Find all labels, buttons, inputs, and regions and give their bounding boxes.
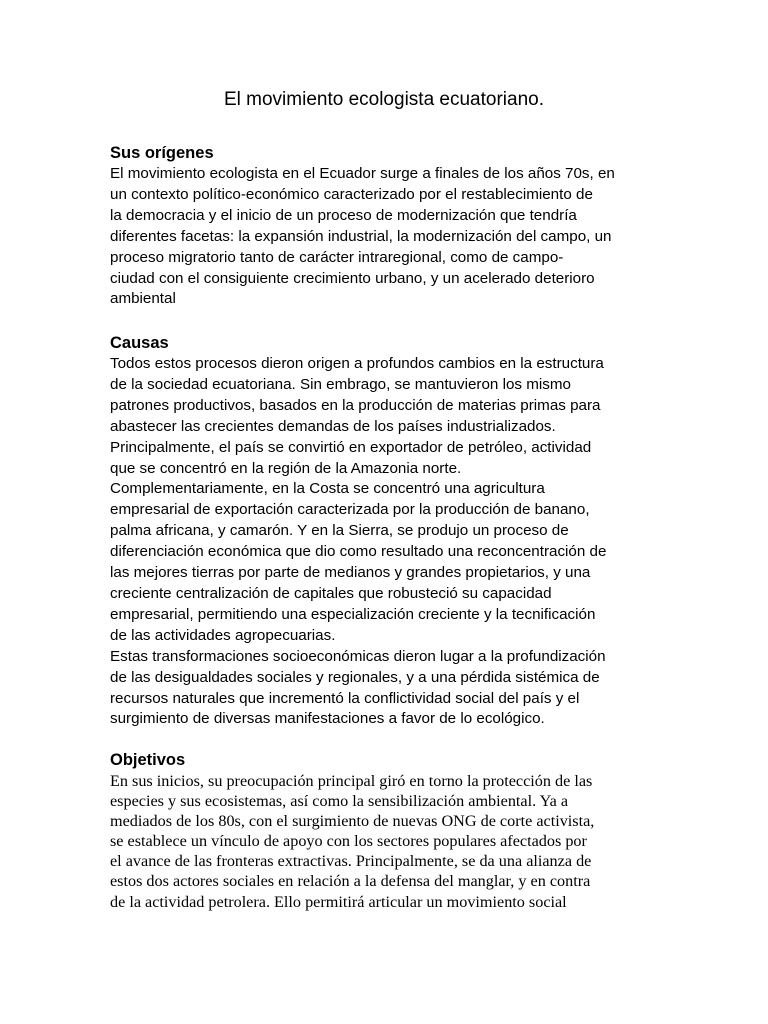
section-paragraph: Todos estos procesos dieron origen a profundos cambios en la estructura de la sociedad ecuatoriana. Sin embrago, se mantuvieron los mismo patrones productivos, basados en la producción de materias primas para abastecer las crecientes demandas de los países industrializados. Principalmente, el país se convirtió en exportador de petróleo, actividad que se concentró en la región de la Amazonia norte. Complementariamente, en la Costa se concentró una agricultura empresarial de exportación caracterizada por la producción de banano, palma africana, y camarón. Y en la Sierra, se produjo un proceso de diferenciación económica que dio como resultado una reconcentración de las mejores tierras por parte de medianos y grandes propietarios, y una creciente centralización de capitales que robusteció su capacidad empresarial, permitiendo una especialización creciente y la tecnificación de las actividades agropecuarias. [110, 355, 607, 644]
section-heading: Sus orígenes [110, 144, 214, 162]
section-paragraph: Estas transformaciones socioeconómicas dieron lugar a la profundización de las desigualdades sociales y regionales, y a una pérdida sistémica de recursos naturales que incrementó la conflictividad social del país y el surgimiento de diversas manifestaciones a favor de lo ecológico. [110, 647, 606, 728]
section-paragraph: En sus inicios, su preocupación principal giró en torno la protección de las especies y sus ecosistemas, así como la sensibilización ambiental. Ya a mediados de los 80s, con el surgimiento de nuevas ONG de corte activista, se establece un vínculo de apoyo con los sectores populares afectados por el avance de las fronteras extractivas. Principalmente, se da una alianza de estos dos actores sociales en relación a la defensa del manglar, y en contra de la actividad petrolera. Ello permitirá articular un movimiento social [110, 772, 595, 911]
section-objectives [110, 749, 662, 912]
section-heading: Causas [110, 334, 169, 352]
section-origins [110, 142, 662, 310]
section-paragraph: El movimiento ecologista en el Ecuador surge a finales de los años 70s, en un contexto político-económico caracterizado por el restablecimiento de la democracia y el inicio de un proceso de modernización que tendría diferentes facetas: la expansión industrial, la modernización del campo, un proceso migratorio tanto de carácter intraregional, como de campo- ciudad con el consiguiente crecimiento urbano, y un acelerado deterioro ambiental [110, 165, 615, 308]
section-heading: Objetivos [110, 751, 186, 769]
section-causes [110, 332, 662, 730]
document-title: El movimiento ecologista ecuatoriano. [223, 89, 544, 110]
